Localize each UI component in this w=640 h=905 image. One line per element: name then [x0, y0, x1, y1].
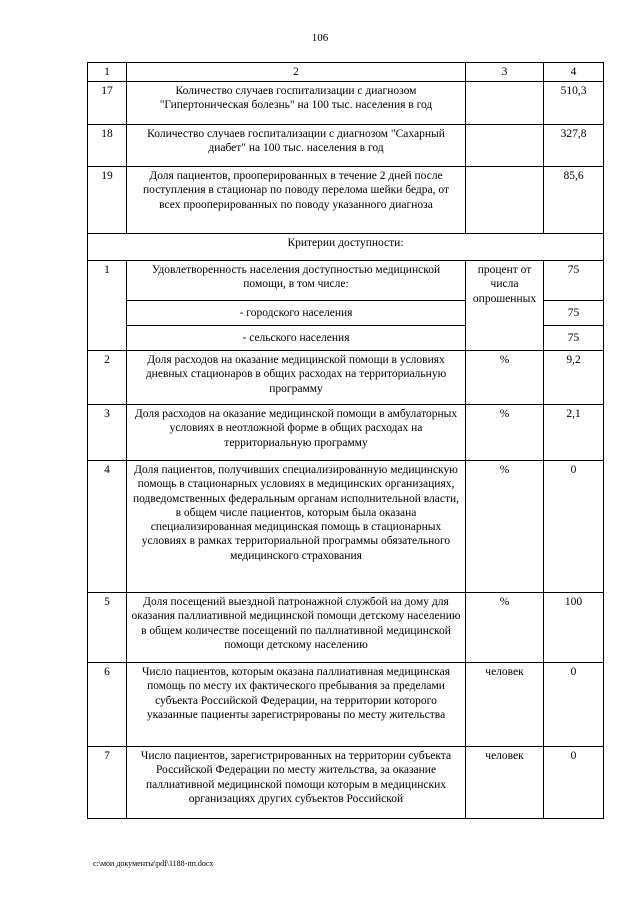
- row-value: 9,2: [544, 351, 604, 405]
- row-text: Доля посещений выездной патронажной службой на дому для оказания паллиативной медицинской помощи детскому населению в общем количестве посещений по паллиативной медицинской помощи детскому населению: [127, 593, 466, 663]
- table-row: [88, 125, 604, 167]
- row-value: 2,1: [544, 405, 604, 461]
- row-value: 75: [544, 261, 604, 301]
- row-number: 6: [88, 663, 127, 747]
- row-number: 1: [88, 261, 127, 351]
- row-unit: [466, 82, 544, 125]
- row-unit: [466, 167, 544, 234]
- row-unit: человек: [466, 747, 544, 819]
- row-number: 18: [88, 125, 127, 167]
- row-number: 5: [88, 593, 127, 663]
- row-value: 510,3: [544, 82, 604, 125]
- row-unit: %: [466, 351, 544, 405]
- table-row: [88, 405, 604, 461]
- row-number: 2: [88, 351, 127, 405]
- row-unit: человек: [466, 663, 544, 747]
- table-row: [88, 82, 604, 125]
- row-text: Доля расходов на оказание медицинской помощи в амбулаторных условиях в неотложной форме в общих расходах на территориальную программу: [127, 405, 466, 461]
- row-unit: процент от числа опрошенных: [466, 261, 544, 351]
- row-value: 100: [544, 593, 604, 663]
- row-value: 0: [544, 663, 604, 747]
- row-unit: %: [466, 405, 544, 461]
- row-text: Доля пациентов, прооперированных в течение 2 дней после поступления в стационар по поводу перелома шейки бедра, от всех прооперированных по поводу указанного диагноза: [127, 167, 466, 234]
- row-value: 85,6: [544, 167, 604, 234]
- header-cell: 2: [127, 63, 466, 82]
- subrow-text: - сельского населения: [127, 326, 466, 351]
- row-unit: %: [466, 461, 544, 593]
- section-row: [88, 234, 604, 261]
- row-unit: %: [466, 593, 544, 663]
- file-path-footer: c:\мои документы\pdf\1188-пп.docx: [93, 859, 214, 868]
- row-value: 0: [544, 747, 604, 819]
- row-number: 7: [88, 747, 127, 819]
- table-header-row: [88, 63, 604, 82]
- table-row: [88, 663, 604, 747]
- header-cell: 1: [88, 63, 127, 82]
- row-text: Количество случаев госпитализации с диагнозом "Сахарный диабет" на 100 тыс. населения в год: [127, 125, 466, 167]
- header-cell: 3: [466, 63, 544, 82]
- table-row: [88, 167, 604, 234]
- section-title: Критерии доступности:: [88, 234, 604, 261]
- row-value: 327,8: [544, 125, 604, 167]
- subrow-text: - городского населения: [127, 301, 466, 326]
- table-row: [88, 461, 604, 593]
- row-text: Количество случаев госпитализации с диагнозом "Гипертоническая болезнь" на 100 тыс. населения в год: [127, 82, 466, 125]
- page-number: 106: [311, 32, 329, 44]
- row-number: 17: [88, 82, 127, 125]
- table-row: [88, 747, 604, 819]
- indicators-table: [87, 62, 604, 819]
- row-text: Число пациентов, которым оказана паллиативная медицинская помощь по месту их фактического пребывания за пределами субъекта Российской Федерации, на территории которого указанные пациенты зарегистрированы по месту жительства: [127, 663, 466, 747]
- row-text: Доля расходов на оказание медицинской помощи в условиях дневных стационаров в общих расходах на территориальную программу: [127, 351, 466, 405]
- table-row: [88, 351, 604, 405]
- row-text: Доля пациентов, получивших специализированную медицинскую помощь в стационарных условиях в медицинских организациях, подведомственных федеральным органам исполнительной власти, в общем числе пациентов, которым была оказана специализированная медицинская помощь в стационарных условиях в рамках территориальной программы обязательного медицинского страхования: [127, 461, 466, 593]
- row-number: 3: [88, 405, 127, 461]
- subrow-value: 75: [544, 301, 604, 326]
- table-row: [88, 593, 604, 663]
- header-cell: 4: [544, 63, 604, 82]
- row-unit: [466, 125, 544, 167]
- row-text: Число пациентов, зарегистрированных на территории субъекта Российской Федерации по месту жительства, за оказание паллиативной медицинской помощи которым в медицинских организациях других субъектов Российской: [127, 747, 466, 819]
- row-number: 19: [88, 167, 127, 234]
- table-row: [88, 261, 604, 301]
- row-text: Удовлетворенность населения доступностью медицинской помощи, в том числе:: [127, 261, 466, 301]
- row-value: 0: [544, 461, 604, 593]
- row-number: 4: [88, 461, 127, 593]
- subrow-value: 75: [544, 326, 604, 351]
